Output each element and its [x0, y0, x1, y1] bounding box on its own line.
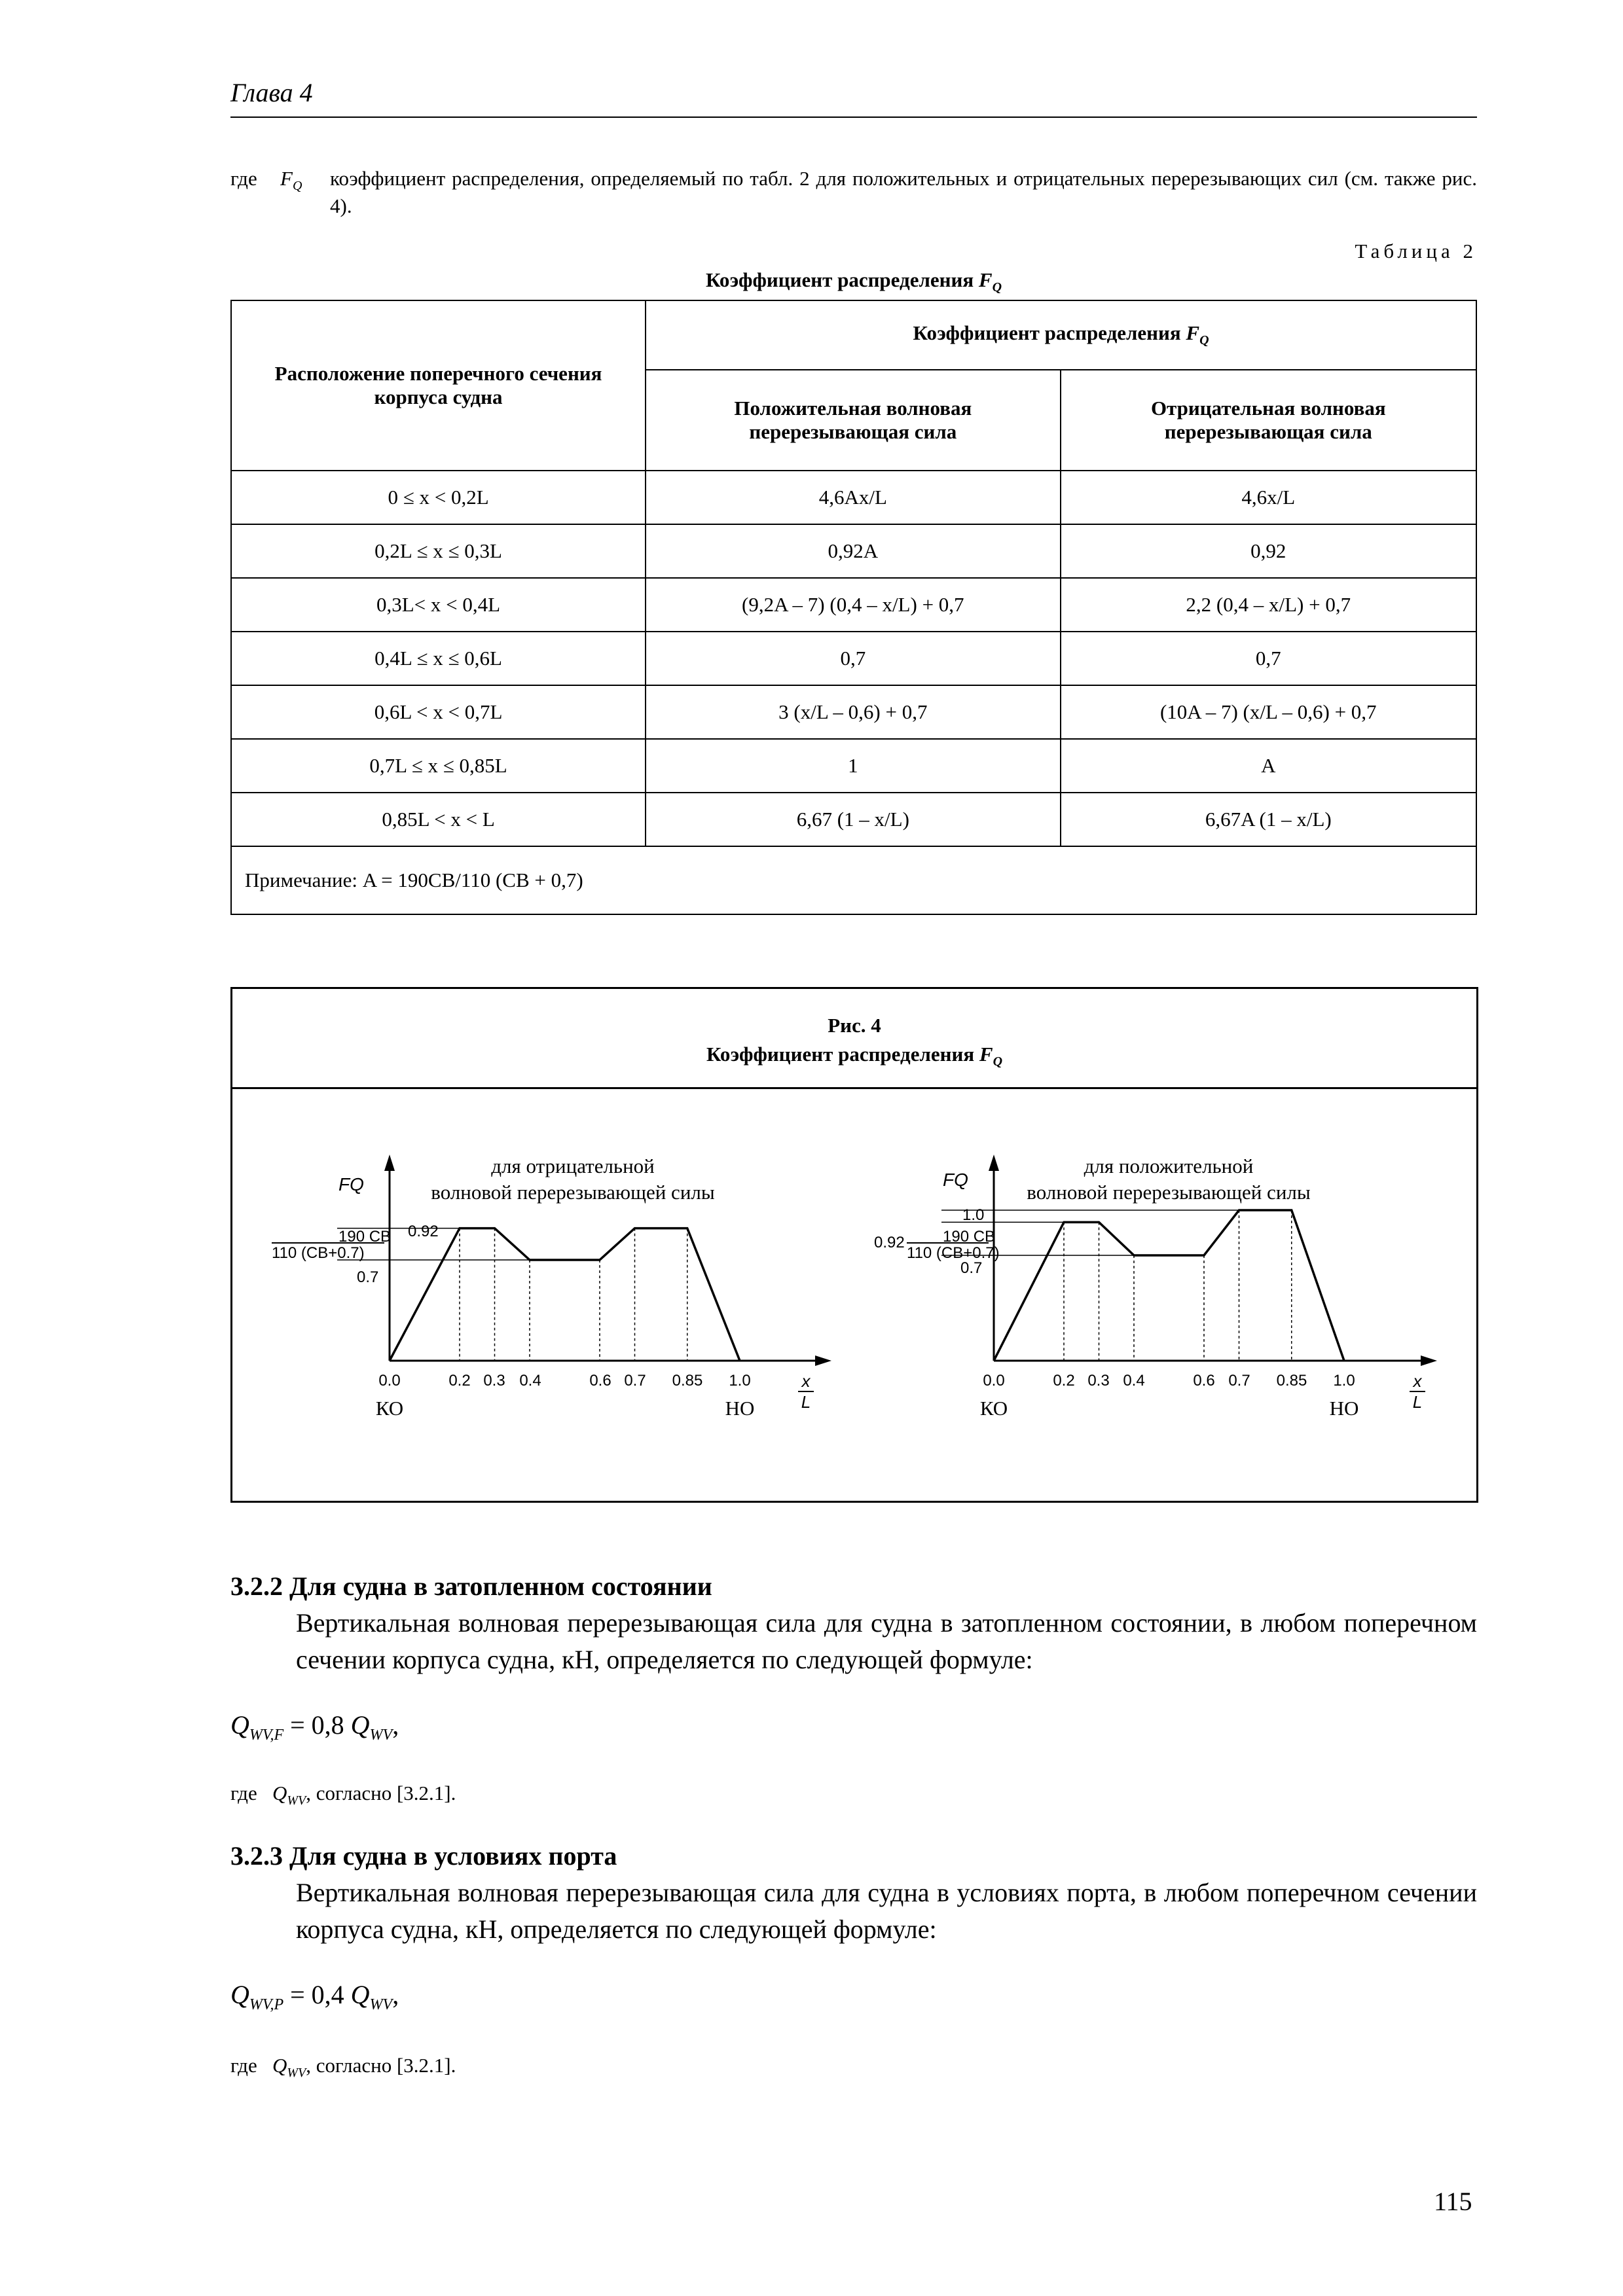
page-number: 115 [1434, 2187, 1472, 2216]
where-qwv-322: где $Q_{WV}$, согласно [3.2.1]. [230, 1782, 456, 1808]
cell-positive: 6,67 (1 – x/L) [646, 793, 1060, 846]
plot-negative [272, 1155, 831, 1420]
label-092: 0.92 [874, 1234, 905, 1251]
y-axis-label: FQ [943, 1170, 968, 1190]
cell-location: 0 ≤ x < 0,2L [231, 471, 646, 524]
x-axis-label-num: x [801, 1371, 811, 1391]
cell-negative: (10A – 7) (x/L – 0,6) + 0,7 [1061, 685, 1476, 739]
label-ko: КО [979, 1397, 1008, 1420]
label-092: 0.92 [408, 1223, 439, 1240]
x-tick-5: 0.7 [1228, 1372, 1250, 1390]
x-tick-3: 0.4 [519, 1372, 541, 1390]
x-tick-4: 0.6 [589, 1372, 611, 1390]
header-rule [230, 117, 1477, 118]
label-07: 0.7 [357, 1268, 379, 1286]
section-323-title: 3.2.3 Для судна в условиях порта [230, 1841, 617, 1871]
x-tick-1: 0.2 [1053, 1372, 1075, 1390]
formula-wvp: $Q_{WV,P} = 0,4$ $Q_{WV}$, [230, 1980, 399, 2013]
frac-num: 190 CB [943, 1228, 996, 1246]
caption-line2: волновой перерезывающей силы [1027, 1181, 1311, 1204]
col-negative-header: Отрицательная волновая перерезывающая сила [1061, 370, 1476, 471]
x-tick-1: 0.2 [448, 1372, 471, 1390]
x-tick-6: 0.85 [1276, 1372, 1307, 1390]
x-axis-arrow [1421, 1355, 1437, 1366]
y-axis-arrow [989, 1155, 999, 1171]
coefficient-table [230, 300, 1477, 915]
table-row [231, 739, 1476, 793]
x-axis-label-num: x [1413, 1371, 1422, 1391]
table-row [231, 632, 1476, 685]
frac-den: 110 (CB+0.7) [272, 1244, 365, 1262]
label-07: 0.7 [960, 1259, 983, 1277]
figure-title: Коэффициент распределения $F_Q$ [706, 1043, 1003, 1069]
cell-negative: A [1061, 739, 1476, 793]
cell-location: 0,2L ≤ x ≤ 0,3L [231, 524, 646, 578]
table-row [231, 685, 1476, 739]
figure-box [230, 987, 1478, 1503]
frac-num: 190 CB [338, 1228, 392, 1246]
cell-negative: 0,7 [1061, 632, 1476, 685]
plot-positive [874, 1155, 1437, 1420]
figure-header [232, 989, 1476, 1089]
table-row [231, 471, 1476, 524]
cell-negative: 0,92 [1061, 524, 1476, 578]
x-tick-7: 1.0 [729, 1372, 751, 1390]
cell-negative: 6,67A (1 – x/L) [1061, 793, 1476, 846]
col-positive-header: Положительная волновая перерезывающая сила [646, 370, 1060, 471]
cell-location: 0,85L < x < L [231, 793, 646, 846]
cell-positive: 0,92A [646, 524, 1060, 578]
col-group-header: Коэффициент распределения $F_Q$ [646, 300, 1476, 370]
cell-negative: 2,2 (0,4 – x/L) + 0,7 [1061, 578, 1476, 632]
x-tick-2: 0.3 [483, 1372, 505, 1390]
x-tick-3: 0.4 [1123, 1372, 1145, 1390]
caption-line1: для положительной [1084, 1155, 1254, 1177]
fq-symbol: $F_Q$ [280, 167, 302, 194]
section-322-title: 3.2.2 Для судна в затопленном состоянии [230, 1571, 712, 1601]
cell-negative: 4,6x/L [1061, 471, 1476, 524]
chapter-header: Глава 4 [230, 78, 313, 107]
x-tick-labels [983, 1372, 1355, 1390]
x-tick-0: 0.0 [983, 1372, 1005, 1390]
table-row [231, 524, 1476, 578]
label-10: 1.0 [962, 1206, 985, 1224]
x-axis-label-den: L [1412, 1392, 1423, 1412]
caption-line1: для отрицательной [491, 1155, 655, 1177]
label-ko: КО [375, 1397, 404, 1420]
frac-den: 110 (CB+0.7) [907, 1244, 1000, 1262]
cell-location: 0,3L< x < 0,4L [231, 578, 646, 632]
table-title: Коэффициент распределения $F_Q$ [705, 268, 1002, 295]
cell-positive: 3 (x/L – 0,6) + 0,7 [646, 685, 1060, 739]
cell-positive: 0,7 [646, 632, 1060, 685]
table-row [231, 793, 1476, 846]
fq-curve-negative [390, 1229, 740, 1361]
where-fq-text: коэффициент распределения, определяемый по табл. 2 для положительных и отрицательных перерезывающих сил (см. также рис. 4). [330, 167, 1477, 217]
figure-label: Рис. 4 [828, 1014, 881, 1037]
y-axis-label: FQ [338, 1174, 364, 1194]
x-tick-5: 0.7 [624, 1372, 646, 1390]
table-row [231, 578, 1476, 632]
x-tick-labels [378, 1372, 750, 1390]
section-323-text: Вертикальная волновая перерезывающая сила для судна в условиях порта, в любом поперечном сечении корпуса судна, кН, определяется по следующей формуле: [296, 1878, 1477, 1944]
table-number: Таблица 2 [1355, 240, 1477, 262]
x-tick-4: 0.6 [1193, 1372, 1215, 1390]
figure-plots [232, 1089, 1476, 1501]
caption-line2: волновой перерезывающей силы [431, 1181, 715, 1204]
x-tick-7: 1.0 [1333, 1372, 1355, 1390]
cell-positive: (9,2A – 7) (0,4 – x/L) + 0,7 [646, 578, 1060, 632]
cell-positive: 4,6Ax/L [646, 471, 1060, 524]
where-qwv-323: где $Q_{WV}$, согласно [3.2.1]. [230, 2054, 456, 2081]
x-axis-arrow [815, 1355, 831, 1366]
cell-location: 0,7L ≤ x ≤ 0,85L [231, 739, 646, 793]
section-322-text: Вертикальная волновая перерезывающая сила для судна в затопленном состоянии, в любом поперечном сечении корпуса судна, кН, определяется по следующей формуле: [296, 1608, 1477, 1674]
x-axis-label-den: L [801, 1392, 811, 1412]
x-tick-0: 0.0 [378, 1372, 401, 1390]
cell-positive: 1 [646, 739, 1060, 793]
table-note: Примечание: A = 190CB/110 (CB + 0,7) [231, 846, 1476, 914]
formula-wvf: $Q_{WV,F} = 0,8$ $Q_{WV}$, [230, 1710, 399, 1744]
cell-location: 0,6L < x < 0,7L [231, 685, 646, 739]
y-axis-arrow [384, 1155, 395, 1171]
col-location-header: Расположение поперечного сечения корпуса судна [231, 300, 646, 471]
where-word: где [230, 167, 257, 190]
x-tick-6: 0.85 [672, 1372, 703, 1390]
cell-location: 0,4L ≤ x ≤ 0,6L [231, 632, 646, 685]
label-no: НО [1329, 1397, 1359, 1420]
x-tick-2: 0.3 [1087, 1372, 1110, 1390]
label-no: НО [725, 1397, 755, 1420]
